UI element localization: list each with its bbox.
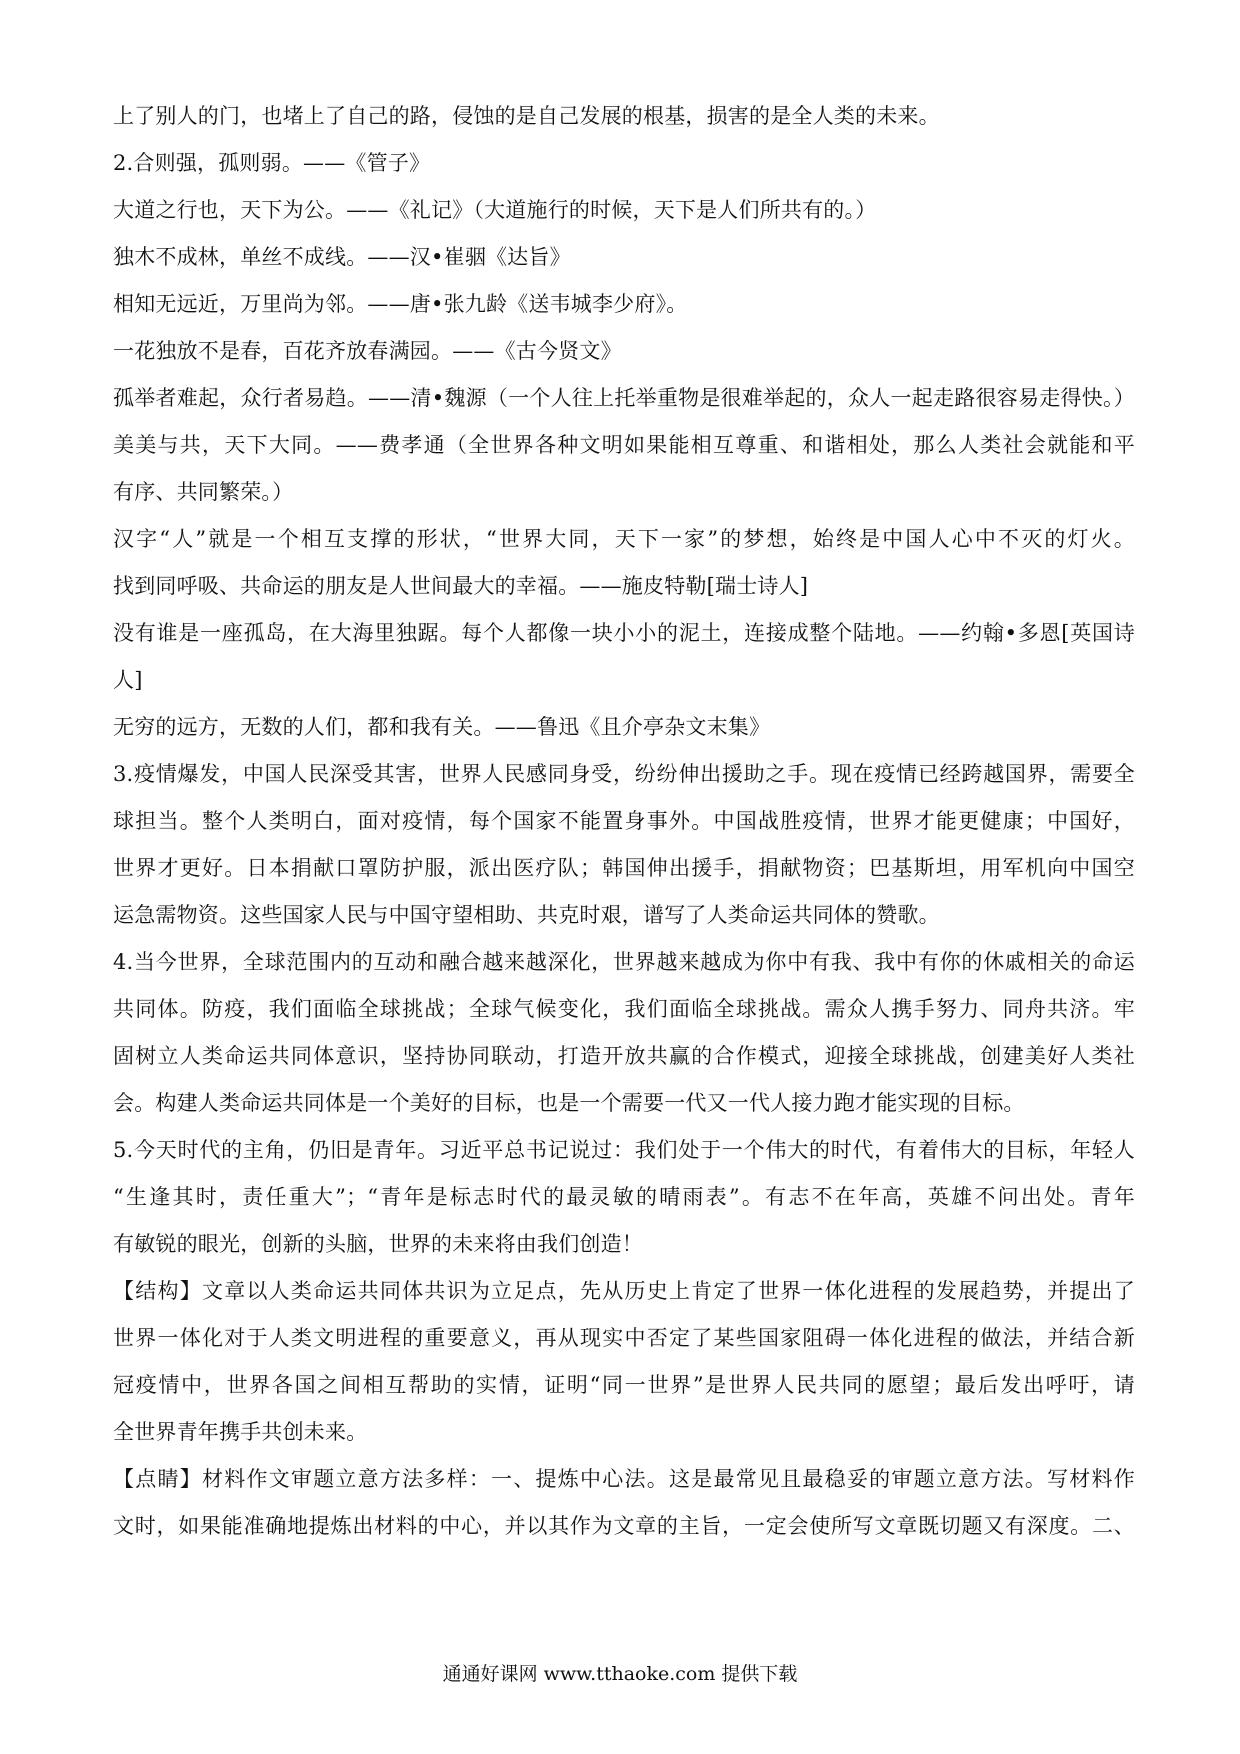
- text-line: 共同体。防疫，我们面临全球挑战；全球气候变化，我们面临全球挑战。需众人携手努力、同舟共济。牢: [113, 997, 1135, 1021]
- text-line: 3.疫情爆发，中国人民深受其害，世界人民感同身受，纷纷伸出援助之手。现在疫情已经跨越国界，需要全: [113, 762, 1135, 786]
- text-line: 美美与共，天下大同。——费孝通（全世界各种文明如果能相互尊重、和谐相处，那么人类社会就能和平: [113, 433, 1135, 457]
- text-line: 有敏锐的眼光，创新的头脑，世界的未来将由我们创造！: [113, 1232, 643, 1256]
- text-line: 独木不成林，单丝不成线。——汉•崔骃《达旨》: [113, 245, 571, 269]
- text-line: 孤举者难起，众行者易趋。——清•魏源（一个人往上托举重物是很难举起的，众人一起走路很容易走得快。）: [113, 386, 1135, 410]
- text-line: 人]: [113, 668, 143, 692]
- text-line: 4.当今世界，全球范围内的互动和融合越来越深化，世界越来越成为你中有我、我中有你的休戚相关的命运: [113, 950, 1135, 974]
- text-line: 冠疫情中，世界各国之间相互帮助的实情，证明“同一世界”是世界人民共同的愿望；最后发出呼吁，请: [113, 1373, 1135, 1397]
- text-line: 一花独放不是春，百花齐放春满园。——《古今贤文》: [113, 339, 622, 363]
- text-line: 无穷的远方，无数的人们，都和我有关。——鲁迅《且介亭杂文末集》: [113, 715, 771, 739]
- text-line: 固树立人类命运共同体意识，坚持协同联动，打造开放共赢的合作模式，迎接全球挑战，创建美好人类社: [113, 1044, 1135, 1068]
- text-line: 大道之行也，天下为公。——《礼记》（大道施行的时候，天下是人们所共有的。）: [113, 198, 877, 222]
- text-line: 文时，如果能准确地提炼出材料的中心，并以其作为文章的主旨，一定会使所写文章既切题又有深度。二、: [113, 1514, 1135, 1538]
- text-line: “生逢其时，责任重大”；“青年是标志时代的最灵敏的晴雨表”。有志不在年高，英雄不问出处。青年: [113, 1185, 1135, 1209]
- text-line: 【点睛】材料作文审题立意方法多样：一、提炼中心法。这是最常见且最稳妥的审题立意方法。写材料作: [113, 1467, 1135, 1491]
- text-line: 2.合则强，孤则弱。——《管子》: [113, 151, 431, 175]
- text-line: 世界一体化对于人类文明进程的重要意义，再从现实中否定了某些国家阻碍一体化进程的做法，并结合新: [113, 1326, 1135, 1350]
- text-line: 5.今天时代的主角，仍旧是青年。习近平总书记说过：我们处于一个伟大的时代，有着伟大的目标，年轻人: [113, 1138, 1135, 1162]
- page-footer: 通通好课网 www.tthaoke.com 提供下载: [442, 1663, 798, 1685]
- text-line: 相知无远近，万里尚为邻。——唐•张九龄《送韦城李少府》。: [113, 292, 688, 316]
- text-line: 全世界青年携手共创未来。: [113, 1420, 368, 1444]
- text-line: 球担当。整个人类明白，面对疫情，每个国家不能置身事外。中国战胜疫情，世界才能更健康；中国好，: [113, 809, 1135, 833]
- text-line: 【结构】文章以人类命运共同体共识为立足点，先从历史上肯定了世界一体化进程的发展趋势，并提出了: [113, 1279, 1135, 1303]
- text-line: 上了别人的门，也堵上了自己的路，侵蚀的是自己发展的根基，损害的是全人类的未来。: [113, 104, 940, 128]
- document-body: [113, 101, 1135, 1558]
- text-line: 会。构建人类命运共同体是一个美好的目标，也是一个需要一代又一代人接力跑才能实现的目标。: [113, 1091, 1025, 1115]
- text-line: 世界才更好。日本捐献口罩防护服，派出医疗队；韩国伸出援手，捐献物资；巴基斯坦，用军机向中国空: [113, 856, 1135, 880]
- text-line: 汉字“人”就是一个相互支撑的形状，“世界大同，天下一家”的梦想，始终是中国人心中不灭的灯火。: [113, 527, 1135, 551]
- text-line: 找到同呼吸、共命运的朋友是人世间最大的幸福。——施皮特勒[瑞士诗人]: [113, 574, 809, 598]
- text-line: 运急需物资。这些国家人民与中国守望相助、共克时艰，谱写了人类命运共同体的赞歌。: [113, 903, 940, 927]
- text-line: 没有谁是一座孤岛，在大海里独踞。每个人都像一块小小的泥土，连接成整个陆地。——约翰•多恩[英国诗: [113, 621, 1135, 645]
- text-line: 有序、共同繁荣。）: [113, 480, 294, 504]
